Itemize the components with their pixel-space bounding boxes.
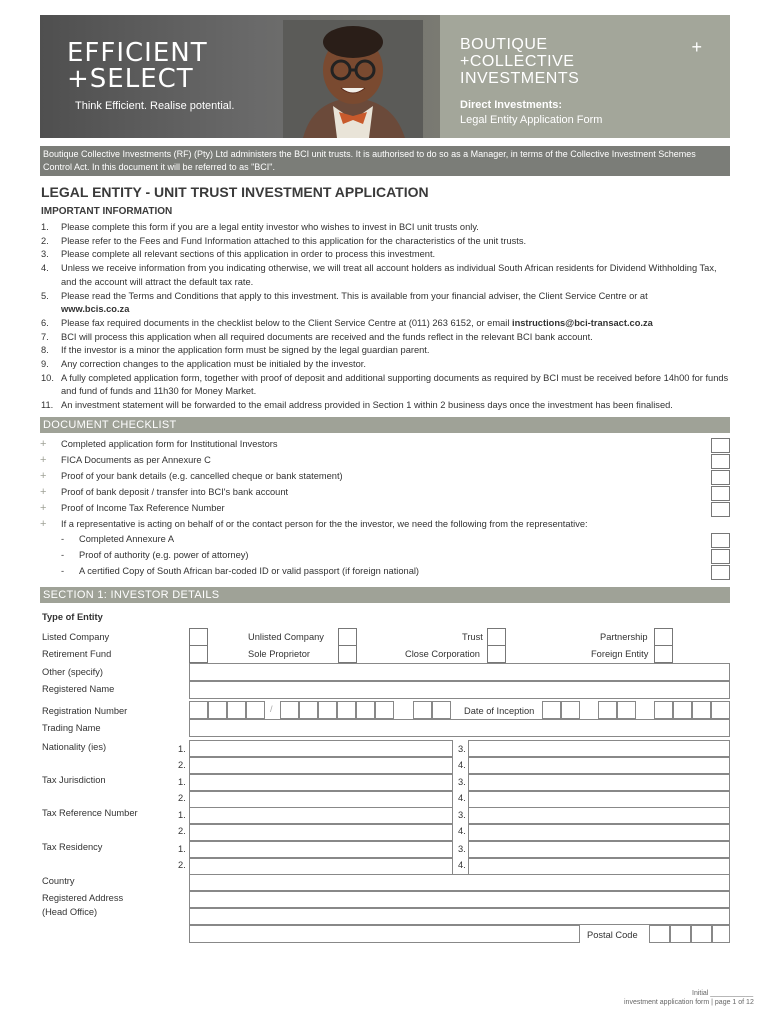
trading-name-field[interactable] <box>189 719 730 737</box>
postal-code-cell[interactable] <box>670 925 691 943</box>
registered-address-line-2[interactable] <box>189 908 730 925</box>
sole-proprietor-checkbox[interactable] <box>338 645 357 663</box>
close-corporation-checkbox[interactable] <box>487 645 506 663</box>
postal-code-cell[interactable] <box>691 925 712 943</box>
nationality-field-1[interactable] <box>189 740 453 757</box>
checklist-subitem: - A certified Copy of South African bar-coded ID or valid passport (if foreign national) <box>40 564 730 579</box>
trust-label: Trust <box>462 632 483 642</box>
list-item: 10. A fully completed application form, together with proof of deposit and additional supporting documents as required by BCI must be received before 14h00 for funds and fund of funds and 11h30 for Money Market. <box>41 372 729 397</box>
date-of-inception-label: Date of Inception <box>464 706 535 716</box>
checklist-item: + FICA Documents as per Annexure C <box>40 453 730 468</box>
nationality-field-4[interactable] <box>468 757 730 774</box>
list-item: 6. Please fax required documents in the checklist below to the Client Service Centre at (011) 263 6152, or email instructions@bci-transact.co.za <box>41 317 653 328</box>
retirement-fund-label: Retirement Fund <box>42 649 112 659</box>
list-item: 2. Please refer to the Fees and Fund Information attached to this application for the characteristics of the unit trusts. <box>41 235 527 246</box>
list-item: 1. Please complete this form if you are a legal entity investor who wishes to invest in BCI unit trusts only. <box>41 222 479 232</box>
tax-jurisdiction-field-4[interactable] <box>468 791 730 808</box>
postal-code-cell[interactable] <box>649 925 670 943</box>
list-item: 4. Unless we receive information from you indicating otherwise, we will treat all account holders as individual South African residents for Dividend Withholding Tax, and the account will attract the default tax rate. <box>41 263 717 287</box>
initial-line: Initial ___________ <box>692 990 754 997</box>
tax-jurisdiction-label: Tax Jurisdiction <box>42 775 106 785</box>
tagline: Think Efficient. Realise potential. <box>75 100 235 112</box>
checklist-checkbox[interactable] <box>711 502 730 517</box>
head-office-label: (Head Office) <box>42 907 98 917</box>
registration-number-cell[interactable] <box>227 701 246 719</box>
header-right-panel <box>440 15 730 138</box>
postal-code-cell[interactable] <box>712 925 730 943</box>
unlisted-company-checkbox[interactable] <box>338 628 357 646</box>
registration-number-cell[interactable] <box>318 701 337 719</box>
section1-title: SECTION 1: INVESTOR DETAILS <box>40 587 730 603</box>
plus-cross-icon: + <box>40 438 47 450</box>
unlisted-company-label: Unlisted Company <box>248 632 324 642</box>
form-name: Legal Entity Application Form <box>460 114 603 126</box>
list-item: 11. An investment statement will be forwarded to the email address provided in Section 1 within 2 business days once the investment has been finalised. <box>41 400 673 411</box>
checklist-subitem: - Completed Annexure A <box>40 532 730 547</box>
registration-number-cell[interactable] <box>208 701 227 719</box>
date-cell[interactable] <box>598 701 617 719</box>
tax-residency-field-2[interactable] <box>189 858 453 875</box>
registered-address-line-3[interactable] <box>189 925 580 943</box>
tax-reference-field-2[interactable] <box>189 824 453 841</box>
registration-number-cell[interactable] <box>375 701 394 719</box>
registration-separator: / <box>270 704 273 714</box>
sole-proprietor-label: Sole Proprietor <box>248 649 311 659</box>
date-cell[interactable] <box>542 701 561 719</box>
list-item: 9. Any correction changes to the application must be initialed by the investor. <box>41 359 366 370</box>
date-cell[interactable] <box>561 701 580 719</box>
header-left-panel <box>40 15 440 138</box>
registered-address-line-1[interactable] <box>189 891 730 908</box>
other-specify-field[interactable] <box>189 663 730 681</box>
list-item: 3. Please complete all relevant sections of this application in order to process this investment. <box>41 249 436 260</box>
listed-company-checkbox[interactable] <box>189 628 208 646</box>
registered-name-label: Registered Name <box>42 684 115 694</box>
date-cell[interactable] <box>711 701 730 719</box>
important-info-title: IMPORTANT INFORMATION <box>41 206 173 217</box>
close-corporation-label: Close Corporation <box>405 649 480 659</box>
checklist-item: + If a representative is acting on behalf of or the contact person for the the investor, we need the following from the representative: <box>40 518 588 530</box>
date-cell[interactable] <box>673 701 692 719</box>
page-number: investment application form | page 1 of 12 <box>624 999 754 1006</box>
nationality-field-2[interactable] <box>189 757 453 774</box>
tax-residency-label: Tax Residency <box>42 842 103 852</box>
other-specify-label: Other (specify) <box>42 667 103 677</box>
plus-cross-icon: + <box>40 454 47 466</box>
checklist-checkbox[interactable] <box>711 438 730 453</box>
tax-residency-field-4[interactable] <box>468 858 730 875</box>
registration-number-cell[interactable] <box>337 701 356 719</box>
registration-number-cell[interactable] <box>189 701 208 719</box>
registration-number-cell[interactable] <box>280 701 299 719</box>
tax-jurisdiction-field-1[interactable] <box>189 774 453 791</box>
checklist-title: DOCUMENT CHECKLIST <box>40 417 730 433</box>
list-item: 8. If the investor is a minor the application form must be signed by the legal guardian parent. <box>41 345 430 356</box>
checklist-item: + Proof of Income Tax Reference Number <box>40 501 730 516</box>
tax-reference-field-1[interactable] <box>189 807 453 824</box>
retirement-fund-checkbox[interactable] <box>189 645 208 663</box>
plus-cross-icon: + <box>40 486 47 498</box>
header-banner <box>40 15 730 138</box>
tax-reference-field-4[interactable] <box>468 824 730 841</box>
registered-address-label: Registered Address <box>42 893 124 903</box>
date-cell[interactable] <box>654 701 673 719</box>
foreign-entity-label: Foreign Entity <box>591 649 649 659</box>
registration-number-cell[interactable] <box>356 701 375 719</box>
tax-jurisdiction-field-2[interactable] <box>189 791 453 808</box>
list-item: 5. Please read the Terms and Conditions that apply to this investment. This is available from your financial adviser, the Client Service Centre or at www.bcis.co.za <box>41 290 648 315</box>
bcis-link[interactable]: www.bcis.co.za <box>61 304 130 315</box>
trading-name-label: Trading Name <box>42 723 101 733</box>
important-info-list <box>41 221 731 413</box>
email-link[interactable]: instructions@bci-transact.co.za <box>511 317 653 328</box>
plus-cross-icon: + <box>40 502 47 514</box>
tax-reference-field-3[interactable] <box>468 807 730 824</box>
plus-cross-icon: + <box>40 470 47 482</box>
registration-number-cell[interactable] <box>432 701 451 719</box>
trust-checkbox[interactable] <box>487 628 506 646</box>
checklist-checkbox[interactable] <box>711 565 730 580</box>
page-title: LEGAL ENTITY - UNIT TRUST INVESTMENT APPLICATION <box>41 184 429 200</box>
date-cell[interactable] <box>692 701 711 719</box>
child-photo <box>283 20 423 138</box>
plus-cross-icon: + <box>691 37 702 57</box>
tax-jurisdiction-field-3[interactable] <box>468 774 730 791</box>
checklist-item: + Completed application form for Institutional Investors <box>40 437 730 452</box>
checklist-checkbox[interactable] <box>711 533 730 548</box>
checklist-checkbox[interactable] <box>711 549 730 564</box>
tax-residency-field-1[interactable] <box>189 841 453 858</box>
checklist-item: + Proof of your bank details (e.g. cancelled cheque or bank statement) <box>40 469 730 484</box>
tax-residency-field-3[interactable] <box>468 841 730 858</box>
tax-reference-label: Tax Reference Number <box>42 808 138 818</box>
date-cell[interactable] <box>617 701 636 719</box>
foreign-entity-checkbox[interactable] <box>654 645 673 663</box>
notice-bar: Boutique Collective Investments (RF) (Pty) Ltd administers the BCI unit trusts. It is authorised to do so as a Manager, in terms of the Collective Investment Schemes Control Act. In this document it will be referred to as "BCI". <box>40 146 730 176</box>
registration-number-label: Registration Number <box>42 706 128 716</box>
nationality-field-3[interactable] <box>468 740 730 757</box>
checklist-checkbox[interactable] <box>711 486 730 501</box>
plus-cross-icon: + <box>40 518 47 530</box>
partnership-label: Partnership <box>600 632 648 642</box>
bci-logo: BOUTIQUE +COLLECTIVE INVESTMENTS <box>460 36 580 87</box>
registration-number-cell[interactable] <box>413 701 432 719</box>
listed-company-label: Listed Company <box>42 632 110 642</box>
country-field[interactable] <box>189 874 730 891</box>
registration-number-cell[interactable] <box>299 701 318 719</box>
country-label: Country <box>42 876 75 886</box>
checklist-checkbox[interactable] <box>711 470 730 485</box>
efficient-select-logo: EFFICIENT +SELECT <box>67 38 208 94</box>
type-of-entity-label: Type of Entity <box>42 612 103 622</box>
partnership-checkbox[interactable] <box>654 628 673 646</box>
registered-name-field[interactable] <box>189 681 730 699</box>
postal-code-label: Postal Code <box>587 930 638 940</box>
checklist-checkbox[interactable] <box>711 454 730 469</box>
checklist-subitem: - Proof of authority (e.g. power of attorney) <box>40 548 730 563</box>
checklist-item: + Proof of bank deposit / transfer into BCI's bank account <box>40 485 730 500</box>
nationality-label: Nationality (ies) <box>42 742 107 752</box>
list-item: 7. BCI will process this application when all required documents are received and the funds reflect in the relevant BCI bank account. <box>41 331 593 342</box>
direct-investments-title: Direct Investments: <box>460 99 563 111</box>
registration-number-cell[interactable] <box>246 701 265 719</box>
